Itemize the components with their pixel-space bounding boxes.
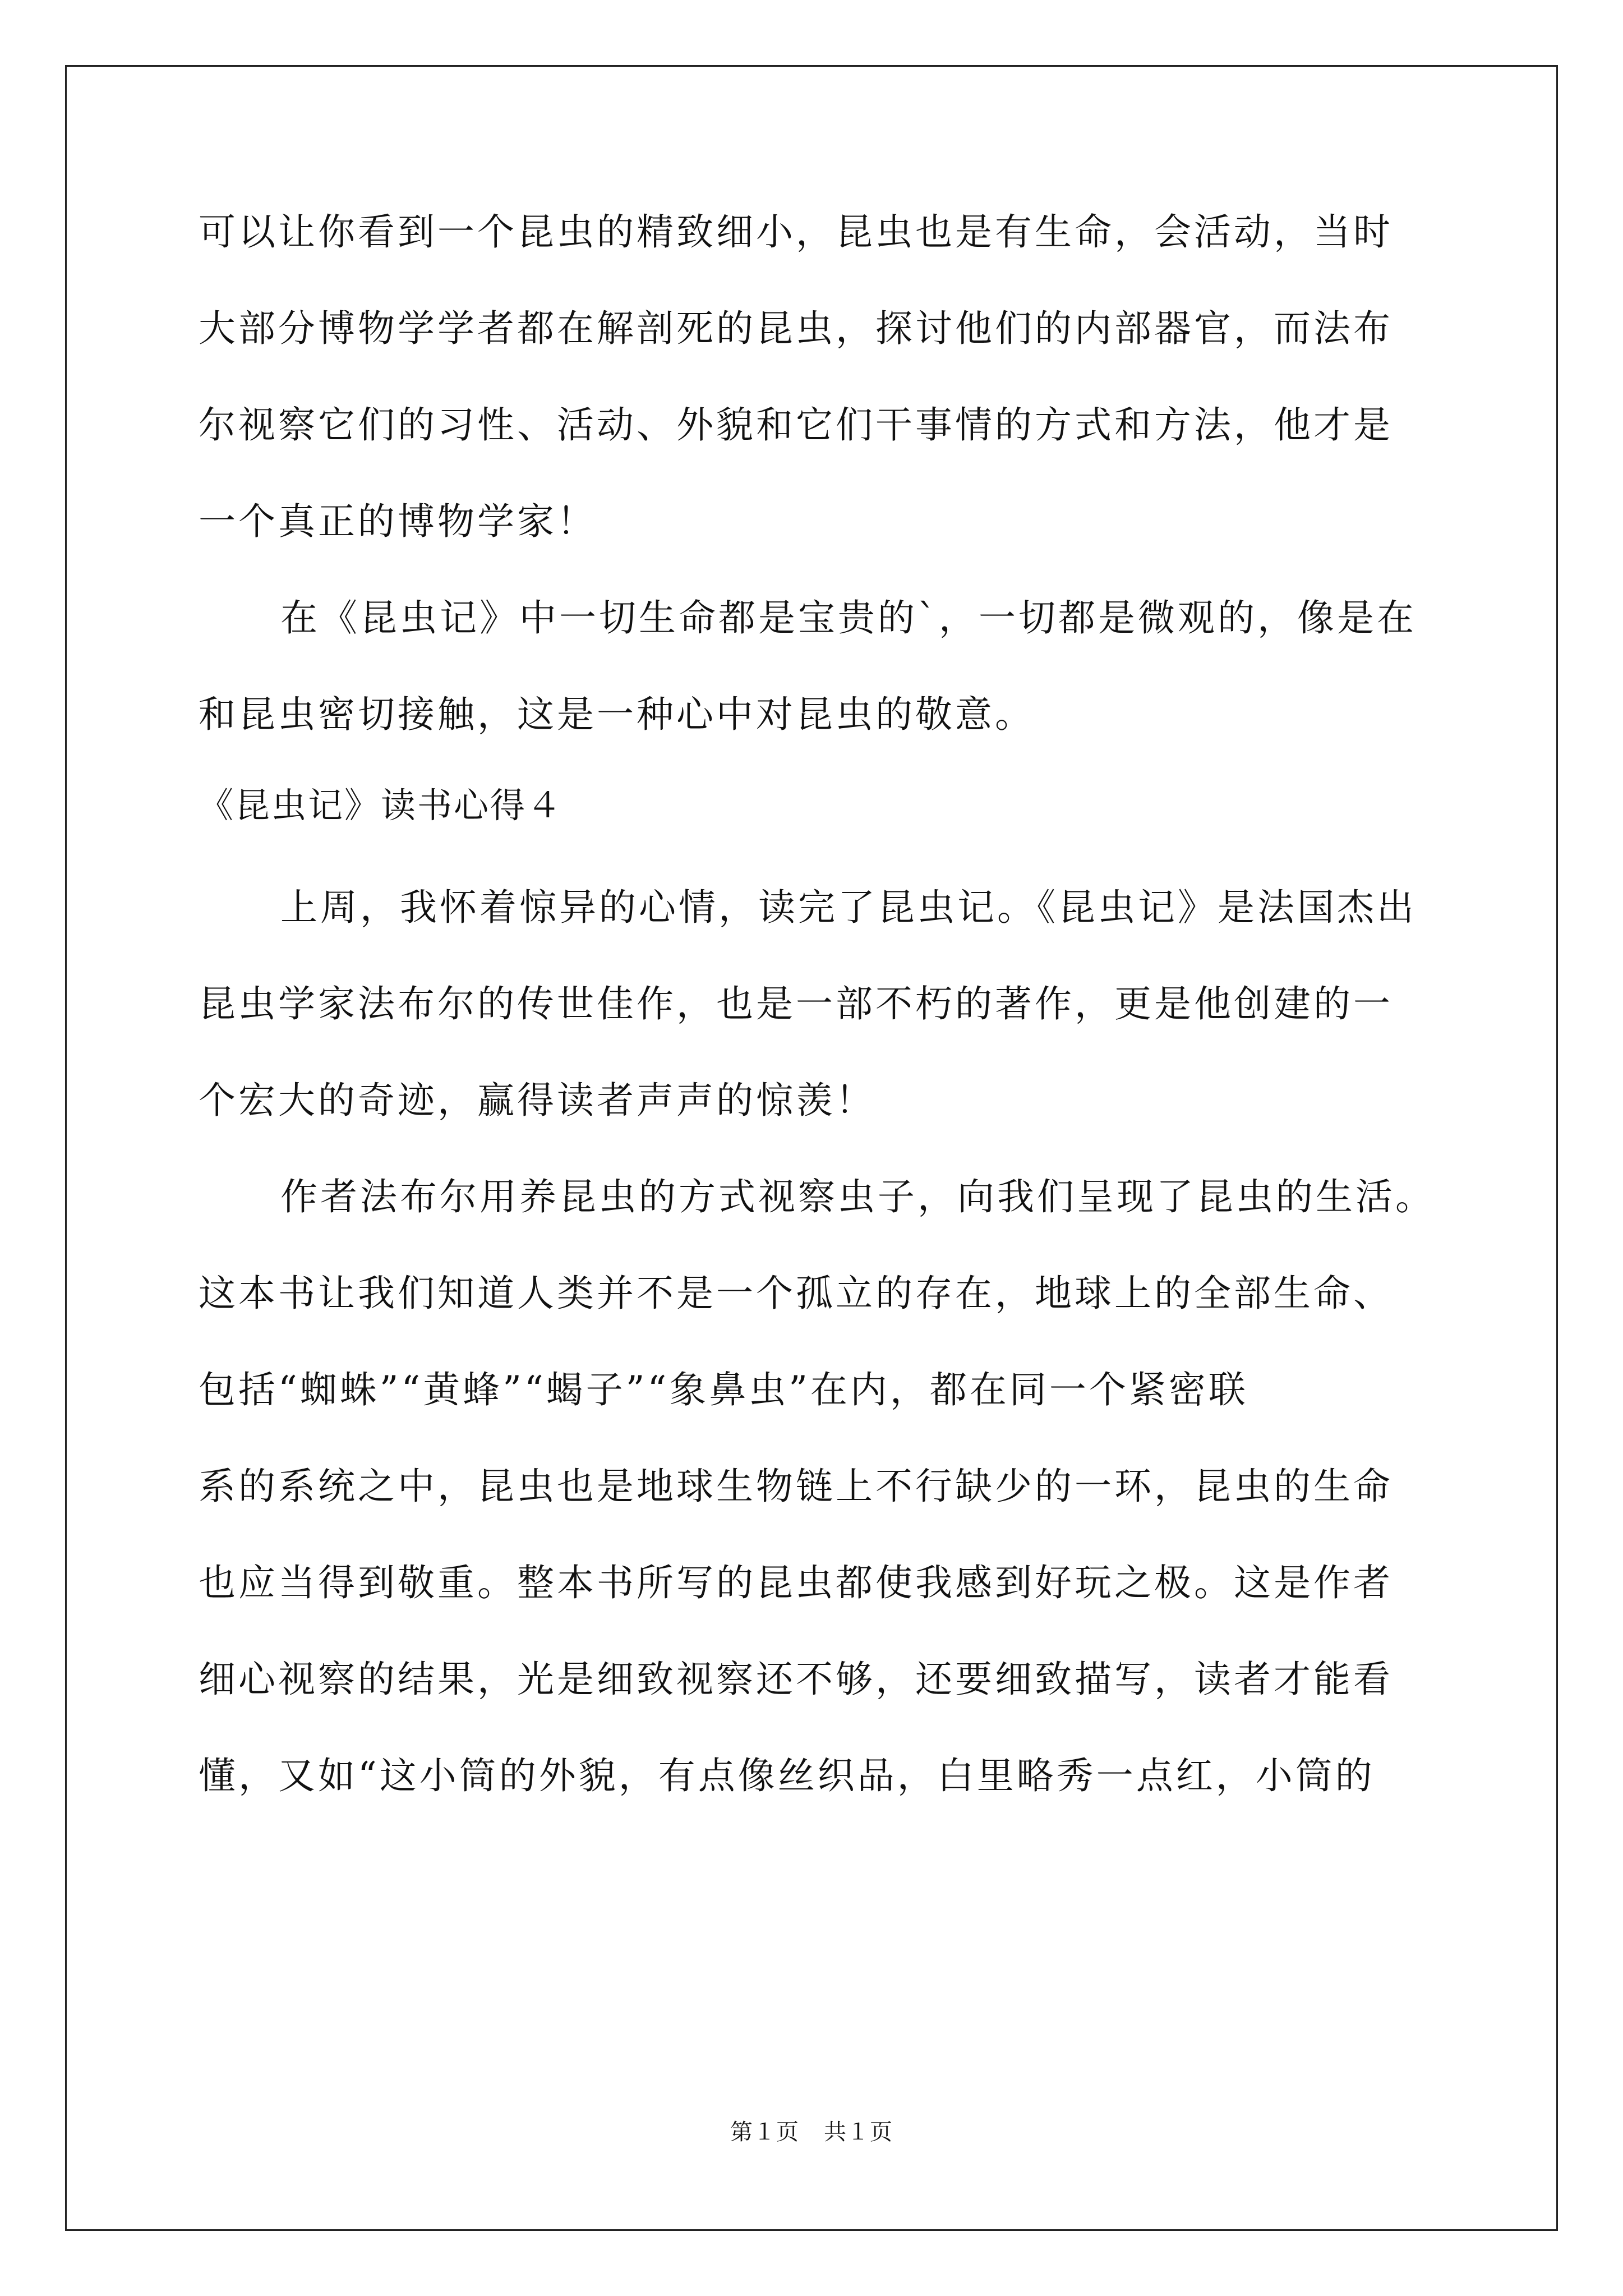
text-line: 可以让你看到一个昆虫的精致细小，昆虫也是有生命，会活动，当时	[199, 210, 1393, 254]
text-line: 大部分博物学学者都在解剖死的昆虫，探讨他们的内部器官，而法布	[199, 307, 1393, 350]
text-line: 系的系统之中，昆虫也是地球生物链上不行缺少的一环，昆虫的生命	[199, 1465, 1393, 1508]
text-line: 也应当得到敬重。整本书所写的昆虫都使我感到好玩之极。这是作者	[199, 1561, 1393, 1604]
text-line: 细心视察的结果，光是细致视察还不够，还要细致描写，读者才能看	[199, 1658, 1393, 1701]
paragraph-first-line: 在《昆虫记》中一切生命都是宝贵的`，一切都是微观的，像是在	[280, 596, 1417, 639]
paragraph-first-line: 作者法布尔用养昆虫的方式视察虫子，向我们呈现了昆虫的生活。	[280, 1175, 1435, 1218]
text-line: 和昆虫密切接触，这是一种心中对昆虫的敬意。	[199, 693, 1035, 736]
text-line: 个宏大的奇迹，赢得读者声声的惊羡！	[199, 1079, 875, 1122]
page-total: 共１页	[824, 2119, 893, 2145]
section-heading: 《昆虫记》读书心得４	[199, 785, 564, 826]
page-footer	[0, 2118, 1623, 2146]
paragraph-first-line: 上周，我怀着惊异的心情，读完了昆虫记。《昆虫记》是法国杰出	[280, 886, 1417, 929]
page-number: 第１页	[730, 2119, 799, 2145]
text-line: 一个真正的博物学家！	[199, 500, 597, 543]
text-line: 昆虫学家法布尔的传世佳作，也是一部不朽的著作，更是他创建的一	[199, 982, 1393, 1025]
text-line: 包括“蜘蛛”“黄蜂”“蝎子”“象鼻虫”在内，都在同一个紧密联	[199, 1368, 1248, 1411]
text-line: 懂，又如“这小筒的外貌，有点像丝织品，白里略秀一点红，小筒的	[199, 1754, 1375, 1797]
text-line: 尔视察它们的习性、活动、外貌和它们干事情的方式和方法，他才是	[199, 403, 1393, 447]
text-line: 这本书让我们知道人类并不是一个孤立的存在，地球上的全部生命、	[199, 1272, 1393, 1315]
page-border	[65, 65, 1558, 2231]
